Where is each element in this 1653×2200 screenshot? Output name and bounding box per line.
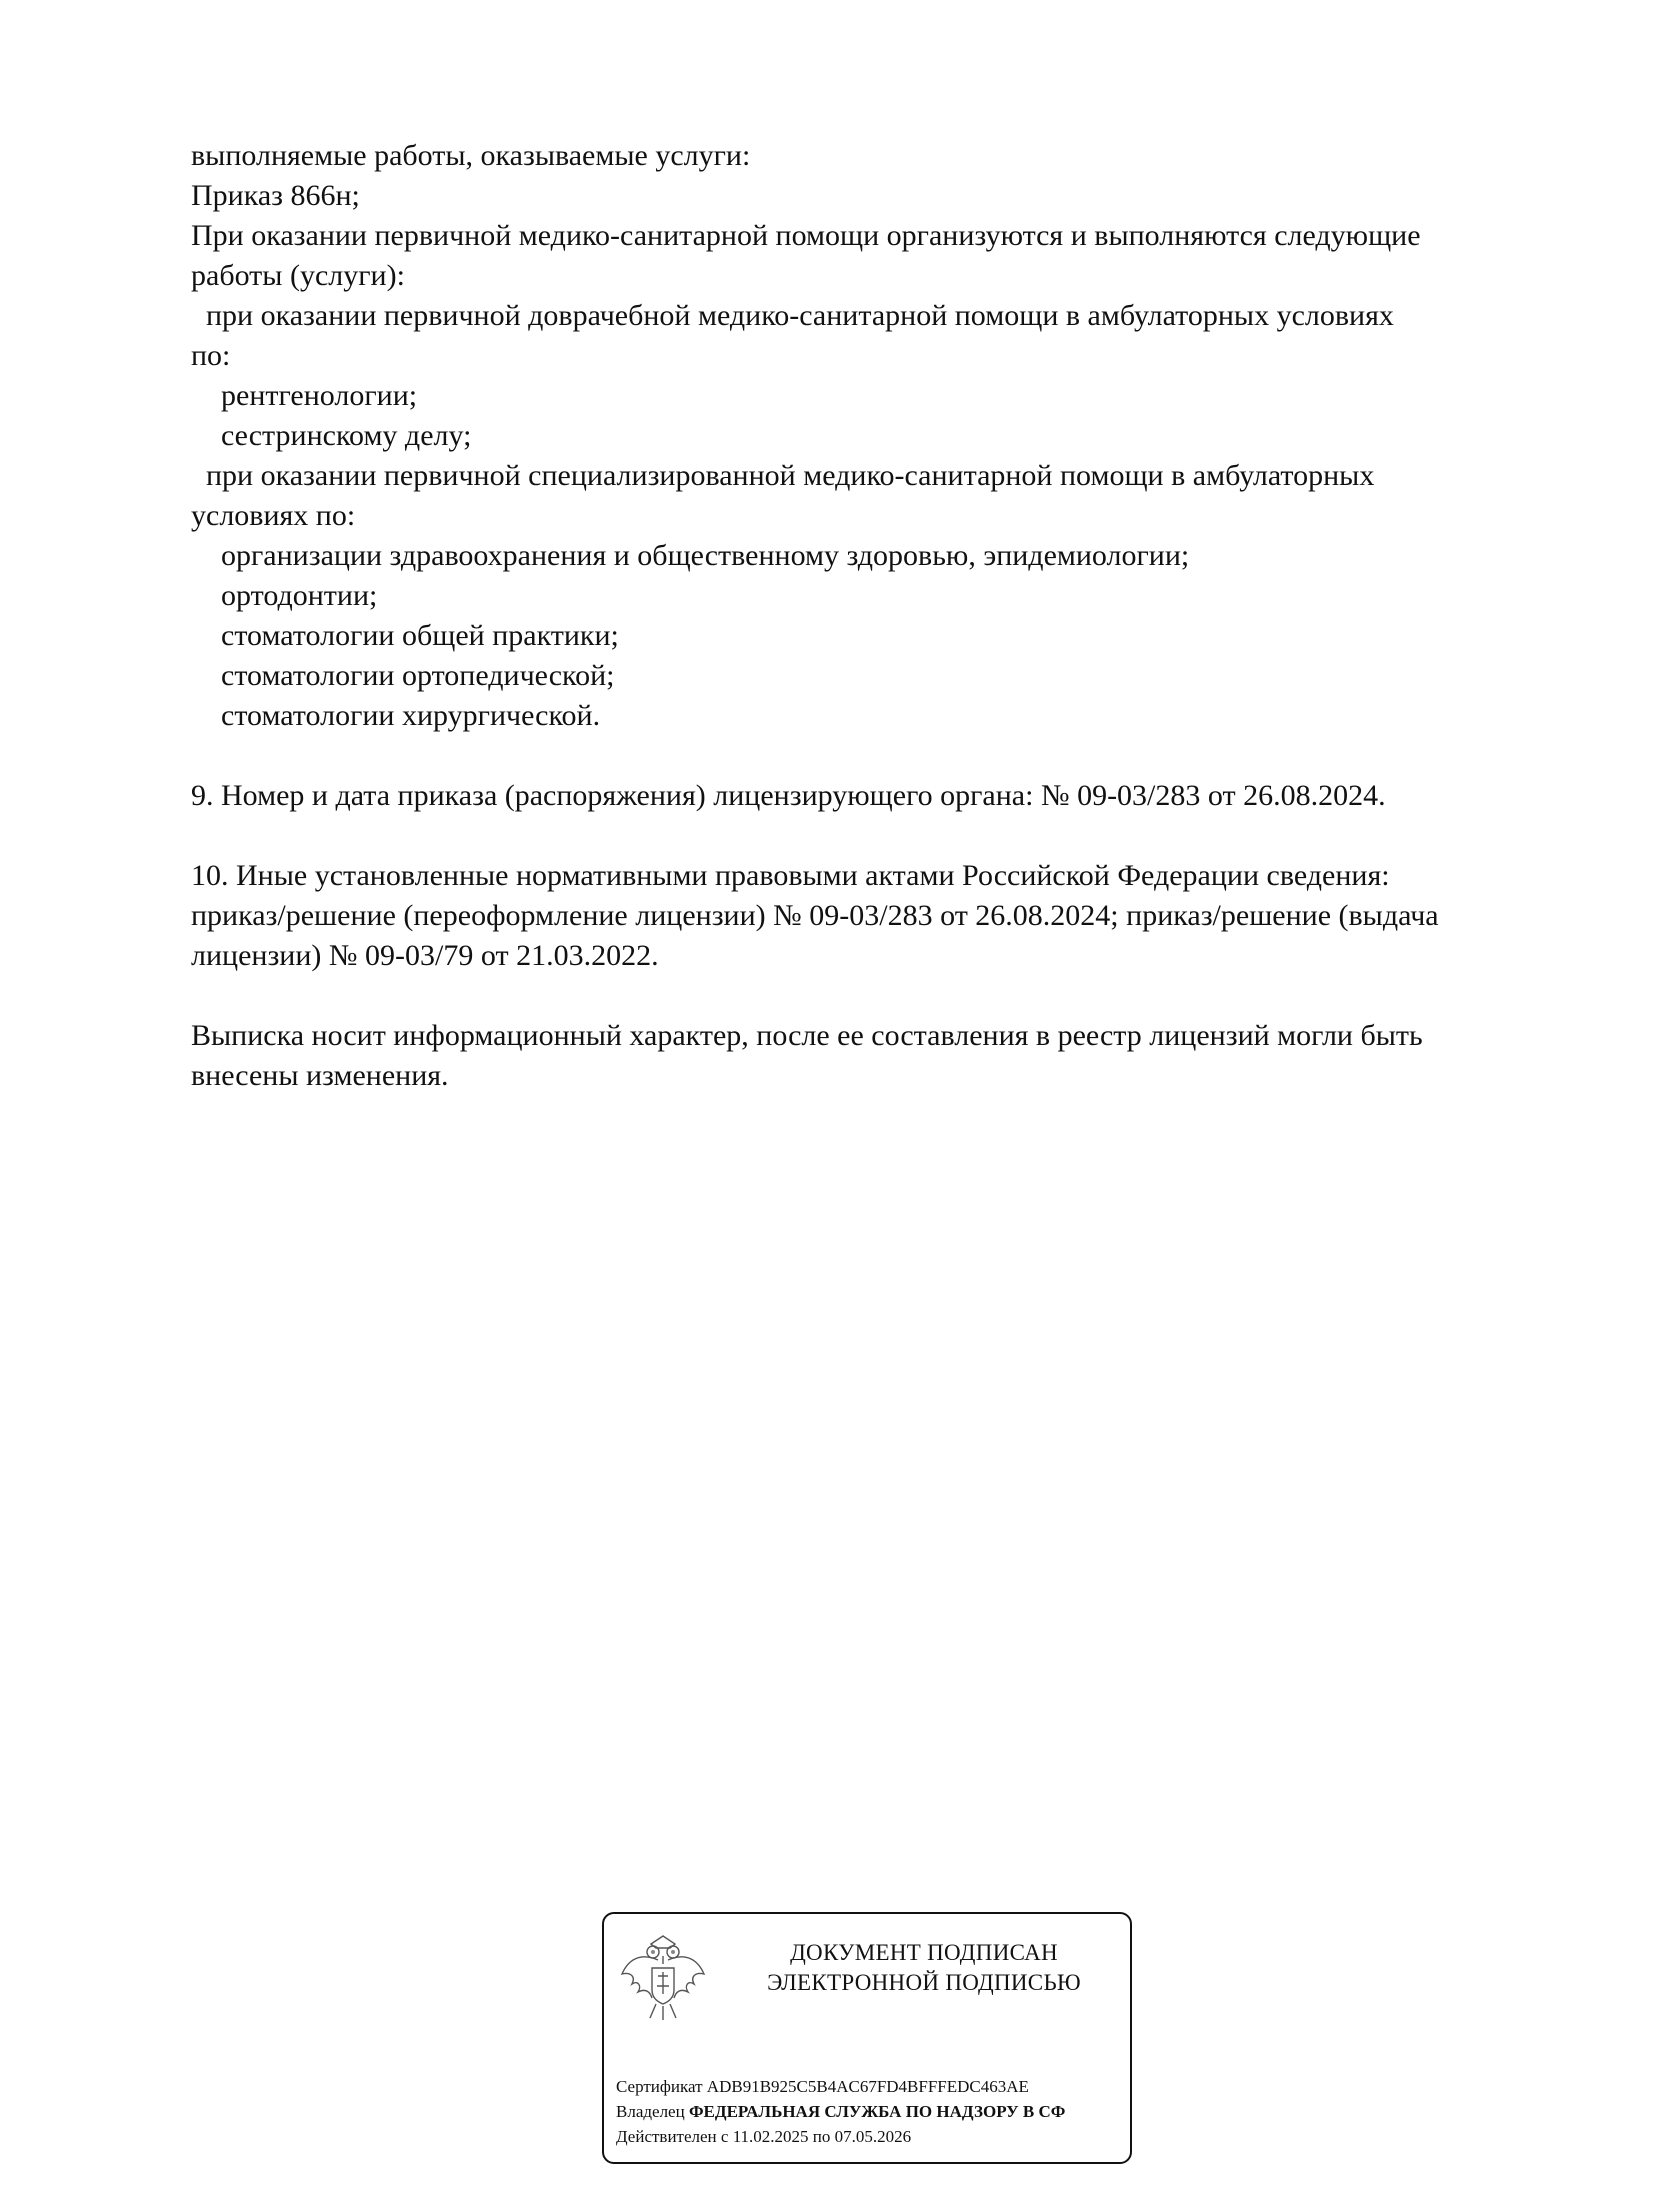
spacer xyxy=(191,816,1571,856)
owner-name: ФЕДЕРАЛЬНАЯ СЛУЖБА ПО НАДЗОРУ В СФ xyxy=(688,2102,1066,2121)
disclaimer-line: Выписка носит информационный характер, после ее составления в реестр лицензий могли быть xyxy=(191,1019,1423,1052)
service-item: стоматологии хирургической. xyxy=(191,699,601,732)
order-reference: Приказ 866н; xyxy=(191,179,360,212)
service-item: организации здравоохранения и общественному здоровью, эпидемиологии; xyxy=(191,539,1190,572)
service-item: сестринскому делу; xyxy=(191,419,472,452)
document-body xyxy=(191,136,1571,1096)
body-line: При оказании первичной медико-санитарной помощи организуются и выполняются следующие xyxy=(191,219,1421,252)
body-line: работы (услуги): xyxy=(191,259,405,292)
service-item: ортодонтии; xyxy=(191,579,378,612)
service-item: стоматологии ортопедической; xyxy=(191,659,615,692)
certificate-number: ADB91B925C5B4AC67FD4BFFFEDC463AE xyxy=(706,2077,1029,2096)
services-heading: выполняемые работы, оказываемые услуги: xyxy=(191,139,751,172)
stamp-title xyxy=(724,1938,1124,1998)
owner-line xyxy=(616,2101,1065,2123)
item-10-line: лицензии) № 09-03/79 от 21.03.2022. xyxy=(191,939,659,972)
russian-coat-of-arms-icon xyxy=(618,1930,708,2026)
service-item: рентгенологии; xyxy=(191,379,418,412)
body-line: при оказании первичной специализированной медико-санитарной помощи в амбулаторных xyxy=(191,459,1375,492)
certificate-label: Сертификат xyxy=(616,2077,703,2096)
body-line: по: xyxy=(191,339,231,372)
service-item: стоматологии общей практики; xyxy=(191,619,619,652)
spacer xyxy=(191,976,1571,1016)
item-9-order-number: 9. Номер и дата приказа (распоряжения) лицензирующего органа: № 09-03/283 от 26.08.2024. xyxy=(191,779,1386,812)
stamp-title-line: ЭЛЕКТРОННОЙ ПОДПИСЬЮ xyxy=(767,1970,1081,1995)
owner-label: Владелец xyxy=(616,2102,685,2121)
certificate-line xyxy=(616,2076,1029,2098)
body-line: условиях по: xyxy=(191,499,356,532)
validity-line: Действителен с 11.02.2025 по 07.05.2026 xyxy=(616,2127,912,2146)
body-line: при оказании первичной доврачебной медико-санитарной помощи в амбулаторных условиях xyxy=(191,299,1394,332)
stamp-title-line: ДОКУМЕНТ ПОДПИСАН xyxy=(790,1940,1058,1965)
spacer xyxy=(191,736,1571,776)
item-10-line: 10. Иные установленные нормативными правовыми актами Российской Федерации сведения: xyxy=(191,859,1390,892)
item-10-line: приказ/решение (переоформление лицензии) № 09-03/283 от 26.08.2024; приказ/решение (выдача xyxy=(191,899,1439,932)
disclaimer-line: внесены изменения. xyxy=(191,1059,449,1092)
electronic-signature-stamp xyxy=(602,1912,1132,2164)
